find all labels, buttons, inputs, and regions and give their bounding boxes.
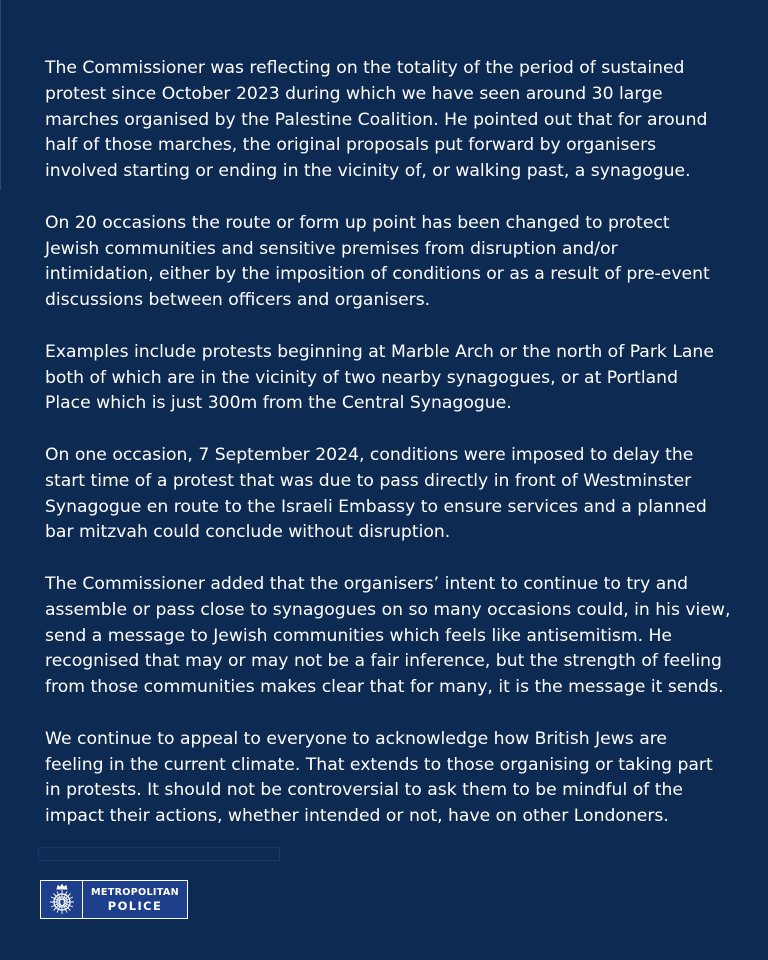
logo-line-police: POLICE: [107, 898, 163, 913]
logo-wordmark: [83, 881, 187, 918]
paragraph-5: The Commissioner added that the organisers’ intent to continue to try and assemble or pass close to synagogues on so many occasions could, in his view, send a message to Jewish communities which feels like antisemitism. He recognised that may or may not be a fair inference, but the strength of feeling from those communities makes clear that for many, it is the message it sends.: [45, 573, 731, 698]
divider-box: [38, 847, 280, 861]
paragraph-4: On one occasion, 7 September 2024, conditions were imposed to delay the start time of a protest that was due to pass directly in front of Westminster Synagogue en route to the Israeli Embassy to ensure services and a planned bar mitzvah could conclude without disruption.: [45, 444, 707, 543]
left-edge-line: [0, 0, 1, 190]
paragraph-6: We continue to appeal to everyone to acknowledge how British Jews are feeling in the current climate. That extends to those organising or taking part in protests. It should not be controversial to ask them to be mindful of the impact their actions, whether intended or not, have on other Londoners.: [45, 728, 713, 827]
paragraph-1: The Commissioner was reflecting on the totality of the period of sustained protest since October 2023 during which we have seen around 30 large marches organised by the Palestine Coalition. He pointed out that for around half of those marches, the original proposals put forward by organisers involved starting or ending in the vicinity of, or walking past, a synagogue.: [45, 58, 708, 182]
metropolitan-police-logo: [40, 880, 188, 919]
paragraph-2: On 20 occasions the route or form up point has been changed to protect Jewish communities and sensitive premises from disruption and/or intimidation, either by the imposition of conditions or as a result of pre-event discussions between officers and organisers.: [45, 212, 710, 311]
statement-body: [45, 56, 745, 856]
paragraph-3: Examples include protests beginning at Marble Arch or the north of Park Lane both of which are in the vicinity of two nearby synagogues, or at Portland Place which is just 300m from the Central Synagogue.: [45, 341, 714, 414]
crest-panel: [41, 881, 82, 918]
logo-line-metropolitan: METROPOLITAN: [91, 886, 179, 898]
police-crest-icon: [45, 883, 79, 916]
